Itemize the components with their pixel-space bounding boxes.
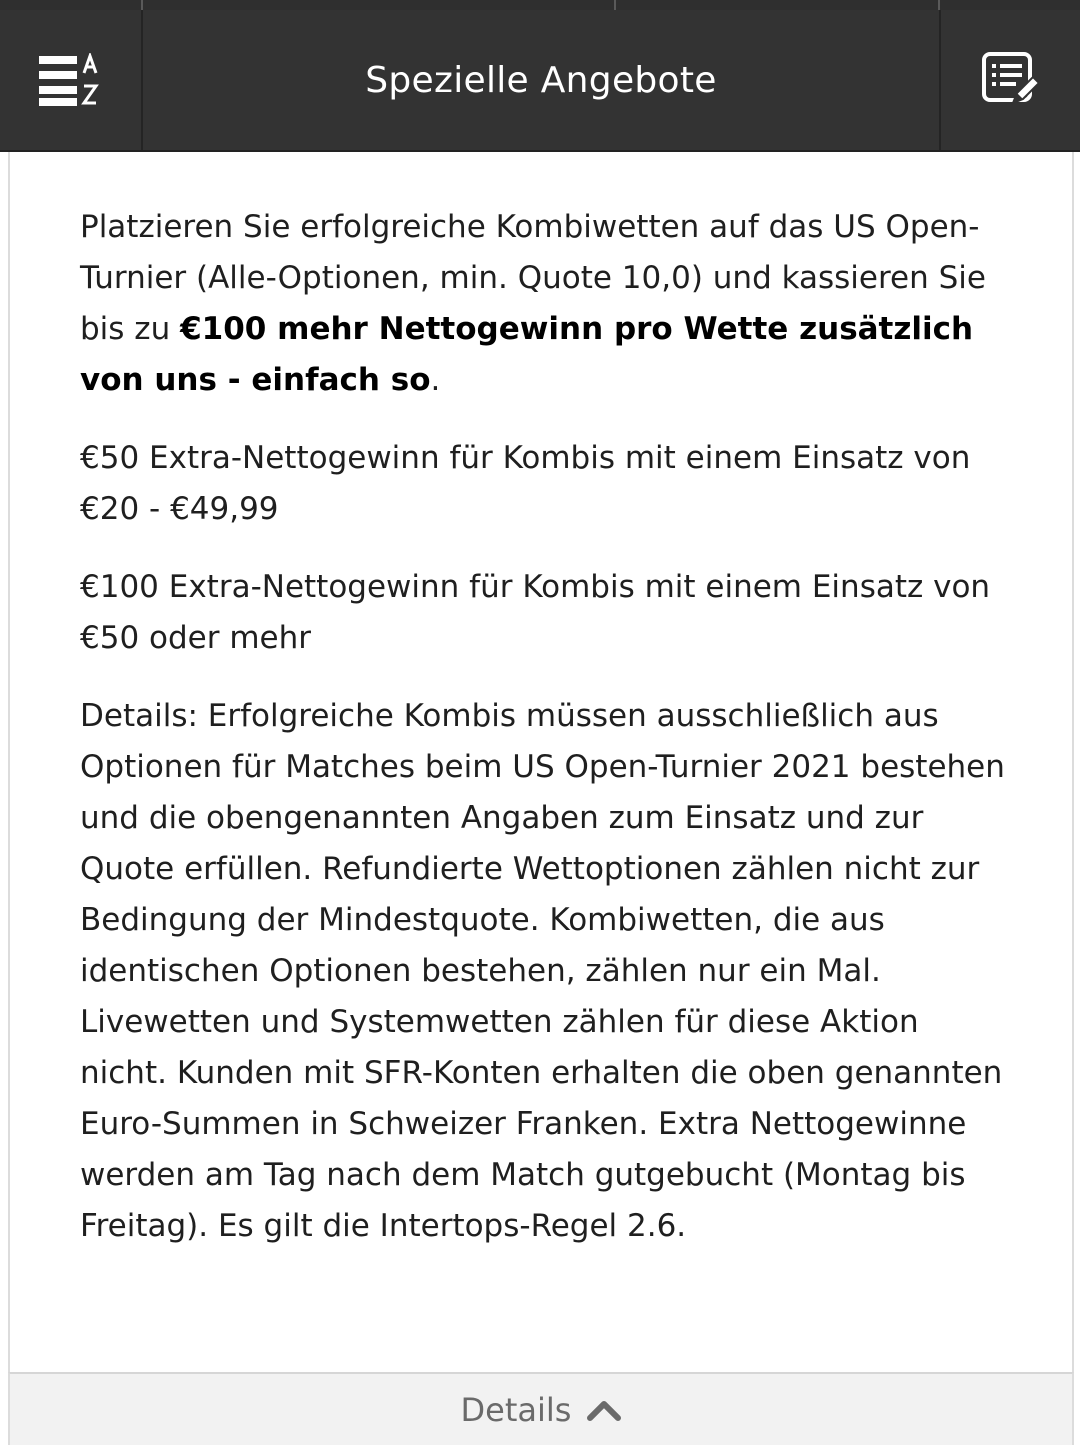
offer-terms: Details: Erfolgreiche Kombis müssen ausschließlich aus Optionen für Matches beim US Open-Turnier 2021 bestehen und die obengenannten Angaben zum Einsatz und zur Quote erfüllen. Refundierte Wettoptionen zählen nicht zur Bedingung der Mindestquote. Kombiwetten, die aus identischen Optionen bestehen, zählen nur ein Mal. Livewetten und Systemwetten zählen für diese Aktion nicht. Kunden mit SFR-Konten erhalten die oben genannten Euro-Summen in Schweizer Franken. Extra Nettogewinne werden am Tag nach dem Match gutgebucht (Montag bis Freitag). Es gilt die Intertops-Regel 2.6. [80, 698, 1005, 1244]
top-strip [0, 0, 1080, 10]
offer-details-panel [8, 152, 1074, 1372]
offer-highlight: €100 mehr Nettogewinn pro Wette zusätzlich von uns - einfach so [80, 311, 974, 398]
chevron-up-icon [587, 1399, 621, 1421]
details-toggle-label: Details [460, 1390, 572, 1429]
page-title: Spezielle Angebote [365, 59, 717, 101]
top-strip-divider [938, 0, 940, 10]
offer-text [80, 202, 1010, 1279]
offer-tier-1: €50 Extra-Nettogewinn für Kombis mit einem Einsatz von €20 - €49,99 [80, 440, 971, 527]
offer-tier-2: €100 Extra-Nettogewinn für Kombis mit einem Einsatz von €50 oder mehr [80, 569, 991, 656]
sort-button[interactable] [0, 10, 143, 150]
offer-intro-paragraph [80, 202, 1010, 406]
top-strip-divider [614, 0, 616, 10]
details-toggle-button[interactable] [8, 1372, 1074, 1445]
offer-intro-end: . [430, 362, 441, 398]
bet-slip-button[interactable] [939, 10, 1080, 150]
bet-slip-edit-icon [981, 51, 1041, 109]
app-header [0, 10, 1080, 152]
top-strip-divider [141, 0, 143, 10]
sort-a-z-icon [39, 53, 103, 107]
offer-intro-text: Platzieren Sie erfolgreiche Kombiwetten auf das US Open-Turnier (Alle-Optionen, min. Quote 10,0) und kassieren Sie bis zu [80, 209, 986, 347]
